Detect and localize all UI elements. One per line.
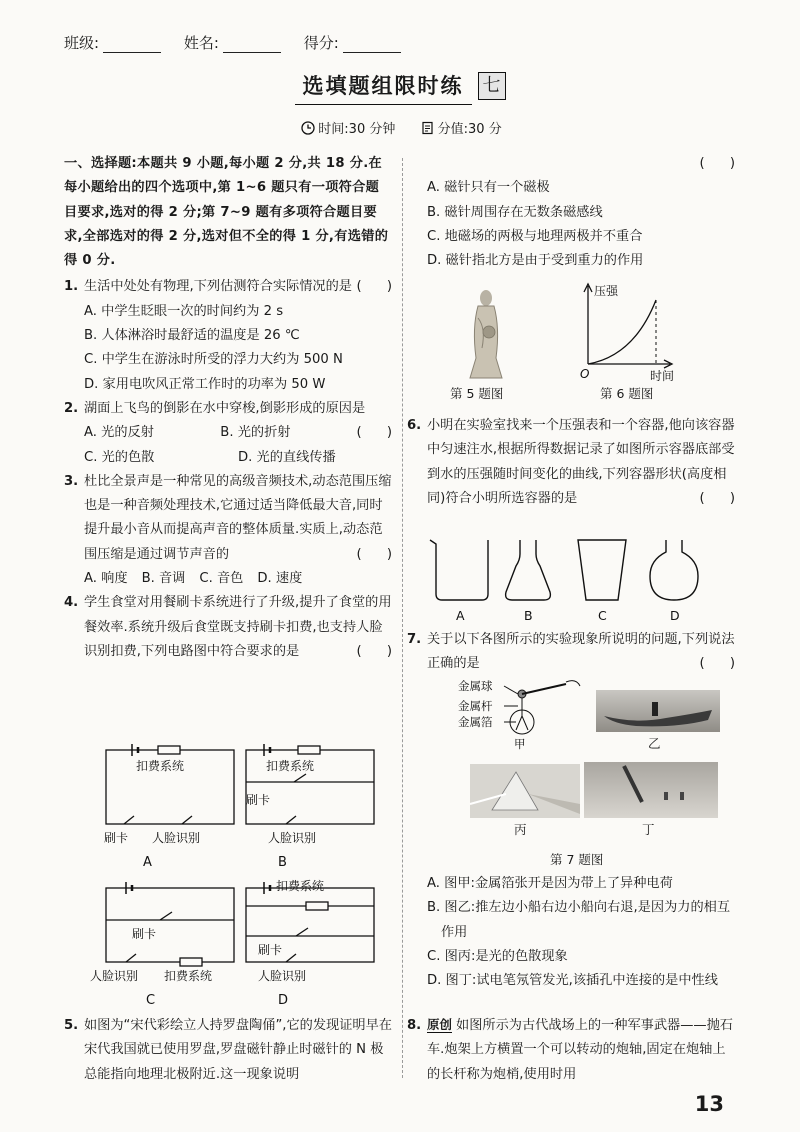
- circuit-d-pay-label: 扣费系统: [276, 879, 325, 893]
- time-limit: 时间:30 分钟: [318, 122, 396, 137]
- label-metal-ball: 金属球: [458, 679, 493, 693]
- option-b[interactable]: B. 人体淋浴时最舒适的温度是 26 ℃: [84, 328, 300, 344]
- option-c[interactable]: C. 中学生在游泳时所受的浮力大约为 500 N: [84, 352, 343, 368]
- test-pen-photo: [584, 762, 718, 818]
- question-stem: 如图为“宋代彩绘立人持罗盘陶俑”,它的发现证明早在宋代我国就已使用罗盘,罗盘磁针静止时磁针的 N 极总能指向地理北极附近.这一现象说明: [84, 1018, 392, 1082]
- section-instructions: 一、选择题:本题共 9 小题,每小题 2 分,共 18 分.在每小题给出的四个选项中,第 1~6 题只有一项符合题目要求,选对的得 2 分;第 7~9 题有多项符合题目要求,全部选对的得 2 分,选对但不全的得 1 分,有选错的得 0 分.: [64, 156, 389, 269]
- graph-origin: O: [580, 367, 590, 381]
- question-number: 2.: [64, 400, 79, 416]
- question-8-block: [407, 1014, 735, 1087]
- exam-meta: [0, 118, 800, 139]
- circuit-b-face-label: 人脸识别: [268, 831, 317, 845]
- right-column: [427, 152, 735, 273]
- question-6: [407, 414, 735, 511]
- column-divider: [402, 158, 403, 1078]
- question-stem: 学生食堂对用餐刷卡系统进行了升级,提升了食堂的用餐效率.系统升级后食堂既支持刷卡扣费,也支持人脸识别扣费,下列电路图中符合要求的是: [84, 595, 392, 659]
- figure-ding-label: 丁: [642, 822, 655, 837]
- option-b[interactable]: B. 光的折射: [220, 425, 291, 441]
- score-total: 分值:30 分: [437, 122, 502, 137]
- title-bar: [0, 70, 800, 105]
- clock-icon: [301, 121, 315, 139]
- question-7-options: [427, 872, 735, 993]
- question-5-block: [64, 1014, 392, 1087]
- name-blank[interactable]: [223, 38, 281, 53]
- circuit-c-letter: C: [146, 993, 156, 1008]
- question-stem: 杜比全景声是一种常见的高级音频技术,动态范围压缩也是一种音频处理技术,它通过适当降低最大音,同时提升最小音从而提高声音的整体质量.实质上,动态范围压缩是通过调节声音的: [84, 473, 392, 562]
- question-stem: 生活中处处有物理,下列估测符合实际情况的是: [84, 279, 352, 295]
- circuit-a-pay-label: 扣费系统: [136, 759, 185, 773]
- student-info-header: [64, 32, 401, 53]
- options-row: [64, 567, 392, 591]
- option-d[interactable]: D. 图丁:试电笔氖管发光,该插孔中连接的是中性线: [427, 973, 718, 989]
- class-blank[interactable]: [103, 38, 161, 53]
- class-label: 班级:: [64, 34, 100, 52]
- options-row: [64, 446, 392, 470]
- option-a[interactable]: A. 磁针只有一个磁极: [427, 180, 550, 196]
- container-options: [426, 536, 726, 626]
- circuit-b-letter: B: [278, 855, 287, 870]
- option-a[interactable]: A. 图甲:金属箔张开是因为带上了异种电荷: [427, 876, 673, 891]
- question-number: 3.: [64, 473, 79, 489]
- title-number-box: 七: [478, 72, 506, 100]
- score-label: 得分:: [303, 34, 339, 52]
- answer-blank[interactable]: ( ): [356, 643, 392, 659]
- figure-yi-label: 乙: [648, 736, 661, 751]
- question-7-block: [407, 628, 735, 677]
- circuit-c-face-label: 人脸识别: [90, 969, 139, 983]
- option-b[interactable]: B. 图乙:推左边小船右边小船向右退,是因为力的相互作用: [427, 900, 731, 940]
- option-a[interactable]: A. 响度: [84, 571, 128, 587]
- answer-blank[interactable]: ( ): [699, 490, 735, 506]
- option-b[interactable]: B. 音调: [141, 571, 186, 587]
- q5-continuation-row: [427, 152, 735, 176]
- figure-bing-label: 丙: [514, 822, 527, 837]
- question-6-block: [407, 414, 735, 511]
- question-stem: 关于以下各图所示的实验现象所说明的问题,下列说法正确的是: [427, 632, 735, 672]
- figurine-image: [456, 288, 516, 384]
- container-a-letter: A: [456, 608, 465, 623]
- question-number: 8.: [407, 1018, 422, 1033]
- question-5: [64, 1014, 392, 1087]
- option-d[interactable]: D. 速度: [257, 571, 303, 587]
- original-tag: 原创: [427, 1017, 453, 1032]
- answer-blank[interactable]: ( ): [699, 656, 735, 672]
- circuit-d-face-label: 人脸识别: [258, 969, 307, 983]
- page-number: 13: [694, 1092, 724, 1116]
- option-d[interactable]: D. 家用电吹风正常工作时的功率为 50 W: [84, 376, 326, 392]
- question-number: 4.: [64, 595, 79, 611]
- circuit-d-card-label: 刷卡: [258, 943, 283, 957]
- circuit-d-letter: D: [278, 993, 289, 1008]
- container-d-letter: D: [670, 608, 680, 623]
- prism-photo: [470, 764, 580, 818]
- question-3: [64, 470, 392, 567]
- answer-blank[interactable]: ( ): [356, 279, 392, 295]
- question-1: [64, 275, 392, 299]
- option-b[interactable]: B. 磁针周围存在无数条磁感线: [427, 204, 603, 220]
- container-b-letter: B: [524, 608, 533, 623]
- option-c[interactable]: C. 音色: [199, 571, 244, 587]
- graph-y-label: 压强: [594, 284, 619, 298]
- question-number: 6.: [407, 418, 422, 433]
- answer-blank[interactable]: ( ): [356, 546, 392, 562]
- score-sheet-icon: [421, 121, 435, 139]
- question-number: 5.: [64, 1018, 79, 1033]
- option-c[interactable]: C. 光的色散: [84, 449, 155, 465]
- pressure-time-graph: [574, 282, 704, 386]
- circuit-b-card-label: 刷卡: [246, 793, 271, 807]
- option-a[interactable]: A. 中学生眨眼一次的时间约为 2 s: [84, 303, 284, 319]
- option-d[interactable]: D. 磁针指北方是由于受到重力的作用: [427, 253, 644, 269]
- option-d[interactable]: D. 光的直线传播: [238, 449, 336, 465]
- circuit-diagrams: [90, 738, 386, 1018]
- question-number: 7.: [407, 632, 422, 647]
- question-stem: 小明在实验室找来一个压强表和一个容器,他向该容器中匀速注水,根据所得数据记录了如图所示容器底部受到水的压强随时间变化的曲线,下列容器形状(高度相同)符合小明所选容器的是: [427, 418, 735, 506]
- graph-x-label: 时间: [650, 369, 675, 383]
- circuit-b-pay-label: 扣费系统: [266, 759, 315, 773]
- circuit-a-face-label: 人脸识别: [152, 831, 201, 845]
- electroscope-figure: [458, 676, 588, 752]
- left-column: [64, 152, 392, 664]
- name-label: 姓名:: [183, 34, 219, 52]
- circuit-a-letter: A: [143, 855, 152, 870]
- score-blank[interactable]: [343, 38, 401, 53]
- label-metal-foil: 金属箔: [458, 715, 493, 729]
- page-title: 选填题组限时练: [295, 70, 472, 105]
- container-c-letter: C: [598, 608, 607, 623]
- boats-photo: [596, 690, 720, 732]
- figure-5-caption: 第 5 题图: [450, 386, 504, 401]
- circuit-c-pay-label: 扣费系统: [164, 969, 213, 983]
- figure-jia-label: 甲: [514, 737, 526, 751]
- option-a[interactable]: A. 光的反射: [84, 425, 154, 441]
- question-stem: 如图所示为古代战场上的一种军事武器——抛石车.炮架上方横置一个可以转动的炮轴,固定在炮轴上的长杆称为炮梢,使用时用: [427, 1018, 733, 1082]
- circuit-c-card-label: 刷卡: [132, 927, 157, 941]
- label-metal-rod: 金属杆: [458, 699, 493, 713]
- question-8: [407, 1014, 735, 1087]
- question-7: [407, 628, 735, 677]
- figure-7-caption: 第 7 题图: [550, 852, 604, 867]
- answer-blank[interactable]: ( ): [356, 425, 392, 441]
- options-row: [64, 421, 357, 445]
- question-number: 1.: [64, 279, 79, 295]
- circuit-a-card-label: 刷卡: [104, 831, 129, 845]
- answer-blank[interactable]: ( ): [699, 156, 735, 171]
- question-stem: 湖面上飞鸟的倒影在水中穿梭,倒影形成的原因是: [84, 400, 366, 416]
- figure-6-caption: 第 6 题图: [600, 386, 654, 401]
- option-c[interactable]: C. 图丙:是光的色散现象: [427, 948, 568, 964]
- option-c[interactable]: C. 地磁场的两极与地理两极并不重合: [427, 228, 643, 244]
- question-4: [64, 591, 392, 664]
